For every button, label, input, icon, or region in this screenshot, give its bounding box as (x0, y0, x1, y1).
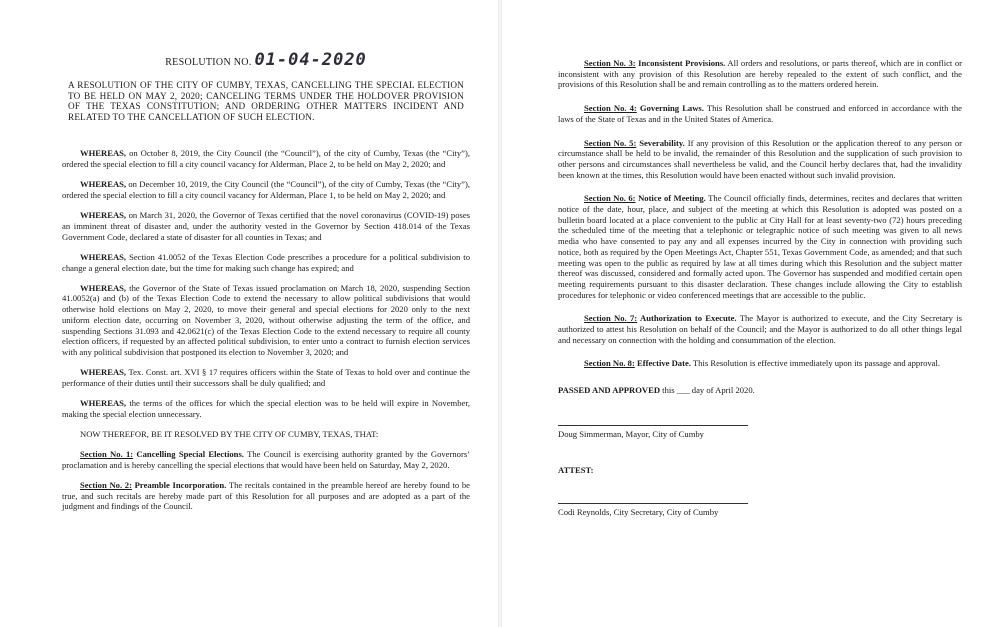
section-2: Section No. 2: Preamble Incorporation. The recitals contained in the preamble hereof are hereby found to be true, and such recitals are hereby made part of this Resolution for all purposes and are adopted as a part of the judgment and findings of the Council. (62, 479, 471, 512)
resolution-label: RESOLUTION NO. (165, 57, 252, 68)
section-6: Section No. 6: Notice of Meeting. The Council officially finds, determines, recites and declares that written notice of the date, hour, place, and subject of the meeting at which this Resolution is adopted was posted on a bulletin board located at a place convenient to the public at City Hall for at least seventy-two (72) hours preceding the scheduled time of the meeting that a telephonic or telegraphic notice of such meeting was given to all news media who have consented to pay any and all expenses incurred by the City in connection with providing such notice, both as required by the Open Meetings Act, Chapter 551, Texas Government Code, as amended; and that such meeting was open to the public as required by law at all times during which this Resolution and the subject matter thereof was discussed, considered and formally acted upon. The Governor has suspended and modified certain open meeting requirements pursuant to this disaster declaration. These changes include allowing the City to establish procedures for telephonic or video conferenced meetings that are accessible to the public. (558, 193, 963, 300)
secretary-signature-name: Codi Reynolds, City Secretary, City of Cumby (558, 507, 719, 518)
section-8: Section No. 8: Effective Date. This Resolution is effective immediately upon its passage and approval. (584, 358, 941, 369)
secretary-signature-line (558, 503, 748, 504)
resolved-statement: NOW THEREFOR, BE IT RESOLVED BY THE CITY OF CUMBY, TEXAS, THAT: (80, 428, 379, 439)
whereas-clause: WHEREAS, on March 31, 2020, the Governor of Texas certified that the novel coronavirus (COVID-19) poses an imminent threat of disaster and, under the authority vested in the Governor by Section 418.014 of the Texas Government Code, declared a state of disaster for all counties in Texas; and (62, 210, 470, 242)
handwritten-resolution-number: 01-04-2020 (254, 50, 367, 70)
resolution-title: A RESOLUTION OF THE CITY OF CUMBY, TEXAS, CANCELLING THE SPECIAL ELECTION TO BE HELD ON MAY 2, 2020; CANCELING TERMS UNDER THE HOLDOVER PROVISION OF THE TEXAS CONSTITUTION; AND ORDERING OTHER MATTERS INCIDENT AND RELATED TO THE CANCELLATION OF SUCH ELECTION. (68, 80, 464, 122)
whereas-clause: WHEREAS, on October 8, 2019, the City Council (the “Council”), of the city of Cumby, Texas (the “City”), ordered the special election to fill a city council vacancy for Alderman, Place 2, to be held on May 2, 2020; and (62, 148, 470, 170)
section-4: Section No. 4: Governing Laws. This Resolution shall be construed and enforced in accordance with the laws of the State of Texas and in the United States of America. (558, 103, 962, 124)
whereas-clause: WHEREAS, the terms of the offices for which the special election was to be held will expire in November, making the special election unnecessary. (62, 398, 470, 419)
section-5: Section No. 5: Severability. If any provision of this Resolution or the application thereof to any person or circumstance shall be held to be invalid, the remainder of this Resolution and the supplication of such provision to other persons and circumstances shall nevertheless be valid, and the Council herby declares that, had the invalidity been known at the times, this Resolution would have been enacted without such invalid provision. (558, 137, 962, 180)
attest-label: ATTEST: (558, 465, 594, 476)
whereas-clause: WHEREAS, on December 10, 2019, the City Council (the “Council”), of the city of Cumby, Texas (the “City”), ordered the special election to fill a city council vacancy for Alderman, Place 1, to be held on May 2, 2020; and (62, 179, 470, 200)
whereas-clause: WHEREAS, Section 41.0052 of the Texas Election Code prescribes a procedure for a political subdivision to change a general election date, but the time for making such change has expired; and (62, 251, 470, 273)
whereas-clause: WHEREAS, the Governor of the State of Texas issued proclamation on March 18, 2020, suspending Section 41.0052(a) and (b) of the Texas Election Code to extend the necessary to allow political subdivisions that would otherwise hold elections on May 2, 2020, to move their general and special elections for 2020 only to the next uniform election date, occurring on November 3, 2020, without otherwise adjusting the term of the office, and suspending Sections 31.093 and 42.0621(c) of the Texas Election Code to the extend necessary to require all county election officers, if requested by an affected political subdivision, to enter unto a contract to furnish election services with any political subdivision that postponed its election to November 3, 2020; and (62, 282, 470, 357)
section-7: Section No. 7: Authorization to Execute. The Mayor is authorized to execute, and the City Secretary is authorized to attest his Resolution on behalf of the Council; and the Mayor is authorized to do all other things legal and necessary on connection with the holding and consummation of the election. (558, 313, 962, 345)
passed-and-approved: PASSED AND APPROVED this ___ day of April 2020. (558, 385, 755, 396)
mayor-signature-name: Doug Simmerman, Mayor, City of Cumby (558, 429, 704, 440)
resolution-heading (62, 50, 470, 70)
mayor-signature-line (558, 425, 748, 426)
whereas-clause: WHEREAS, Tex. Const. art. XVI § 17 requires officers within the State of Texas to hold over and continue the performance of their duties until their successors shall be duly qualified; and (62, 367, 470, 388)
right-page (502, 0, 1000, 627)
left-page (0, 0, 498, 627)
section-3: Section No. 3: Inconsistent Provisions. All orders and resolutions, or parts thereof, which are in conflict or inconsistent with any provision of this Resolution are hereby repealed to the extent of such conflict, and the provisions of this Resolution shall be and remain controlling as to the matters ordered herein. (558, 58, 963, 90)
section-1: Section No. 1: Cancelling Special Elections. The Council is exercising authority granted by the Governors’ proclamation and is hereby cancelling the special elections that would have been held on Saturday, May 2, 2020. (62, 448, 471, 470)
